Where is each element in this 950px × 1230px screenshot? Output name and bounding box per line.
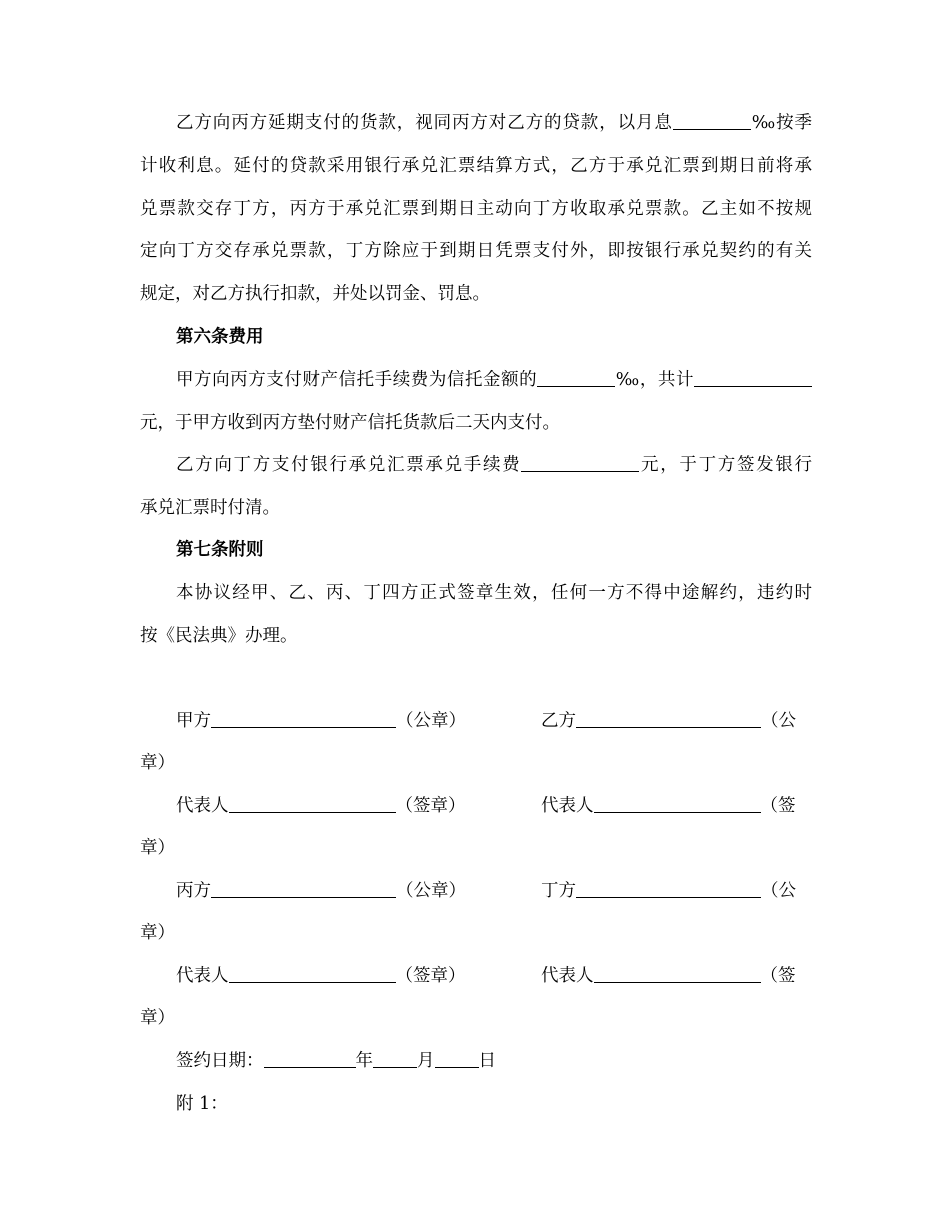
party-b-rep-signature (541, 789, 796, 823)
para4-line2: 按《民法典》办理。 (140, 626, 298, 646)
acceptance-fee-blank (521, 449, 639, 472)
para2-text-a: 甲方向丙方支付财产信托手续费为信托金额的 (176, 370, 538, 390)
party-a-label: 甲方 (176, 711, 211, 731)
party-b-signature (541, 704, 796, 738)
party-a-rep-label: 代表人 (176, 796, 229, 816)
fee-rate-blank (537, 364, 615, 387)
party-c-rep-blank (229, 960, 396, 983)
party-b-rep-label: 代表人 (541, 796, 594, 816)
para1-text-b: ‰按季 (750, 113, 812, 133)
year-label: 年 (355, 1051, 373, 1071)
party-d-rep-blank (594, 960, 761, 983)
para1-line3: 兑票款交存丁方，丙方于承兑汇票到期日主动向丁方收取承兑票款。乙主如不按规 (140, 199, 812, 219)
fee-total-blank (694, 364, 812, 387)
para2-text-b: ‰，共计 (615, 370, 695, 390)
party-a-signature (176, 704, 466, 738)
party-d-rep-signature (541, 959, 796, 993)
party-d-label: 丁方 (541, 881, 576, 901)
party-c-blank (211, 875, 396, 898)
appendix-label: 附 1： (176, 1094, 228, 1114)
party-c-seal: （公章） (396, 881, 466, 901)
party-b-blank (576, 705, 761, 728)
party-a-rep-blank (229, 790, 396, 813)
party-d-signature (541, 874, 796, 908)
article6-title: 第六条费用 (176, 327, 264, 347)
party-b-seal: （公 (761, 711, 796, 731)
day-blank (435, 1045, 479, 1068)
party-b-label: 乙方 (541, 711, 576, 731)
year-blank (264, 1045, 356, 1068)
para4-line1: 本协议经甲、乙、丙、丁四方正式签章生效，任何一方不得中途解约，违约时 (176, 583, 812, 603)
party-c-rep-sign: （签章） (395, 966, 466, 986)
party-b-seal-wrap: 章） (140, 753, 175, 773)
party-c-rep-signature (176, 959, 466, 993)
party-d-blank (576, 875, 761, 898)
signing-date-label: 签约日期： (176, 1051, 264, 1071)
month-label: 月 (417, 1051, 435, 1071)
party-b-rep-blank (594, 790, 761, 813)
article7-title: 第七条附则 (176, 540, 264, 560)
day-label: 日 (478, 1051, 496, 1071)
month-blank (373, 1045, 417, 1068)
party-a-rep-signature (176, 789, 466, 823)
party-a-rep-sign: （签章） (395, 796, 466, 816)
para1-text-a: 乙方向丙方延期支付的货款，视同丙方对乙方的贷款，以月息 (176, 113, 673, 133)
para2-line1 (176, 363, 812, 397)
party-d-rep-sign: （签 (760, 966, 796, 986)
para2-line2: 元，于甲方收到丙方垫付财产信托货款后二天内支付。 (140, 413, 560, 433)
party-a-blank (211, 705, 396, 728)
para1-line5: 规定，对乙方执行扣款，并处以罚金、罚息。 (140, 284, 490, 304)
party-c-label: 丙方 (176, 881, 211, 901)
interest-rate-blank (673, 107, 751, 130)
para3-line1 (176, 448, 812, 482)
party-a-seal: （公章） (396, 711, 466, 731)
party-b-rep-sign-wrap: 章） (140, 838, 175, 858)
party-d-rep-sign-wrap: 章） (140, 1008, 175, 1028)
para1-line1 (176, 106, 812, 140)
para3-line2: 承兑汇票时付清。 (140, 498, 280, 518)
party-d-rep-label: 代表人 (541, 966, 594, 986)
party-b-rep-sign: （签 (760, 796, 796, 816)
para3-text-b: 元，于丁方签发银行 (639, 455, 812, 475)
party-d-seal-wrap: 章） (140, 923, 175, 943)
party-c-signature (176, 874, 466, 908)
para1-line4: 定向丁方交存承兑票款，丁方除应于到期日凭票支付外，即按银行承兑契约的有关 (140, 241, 812, 261)
para1-line2: 计收利息。延付的贷款采用银行承兑汇票结算方式，乙方于承兑汇票到期日前将承 (140, 156, 812, 176)
party-c-rep-label: 代表人 (176, 966, 229, 986)
signing-date (176, 1044, 496, 1078)
para3-text-a: 乙方向丁方支付银行承兑汇票承兑手续费 (176, 455, 522, 475)
party-d-seal: （公 (761, 881, 796, 901)
